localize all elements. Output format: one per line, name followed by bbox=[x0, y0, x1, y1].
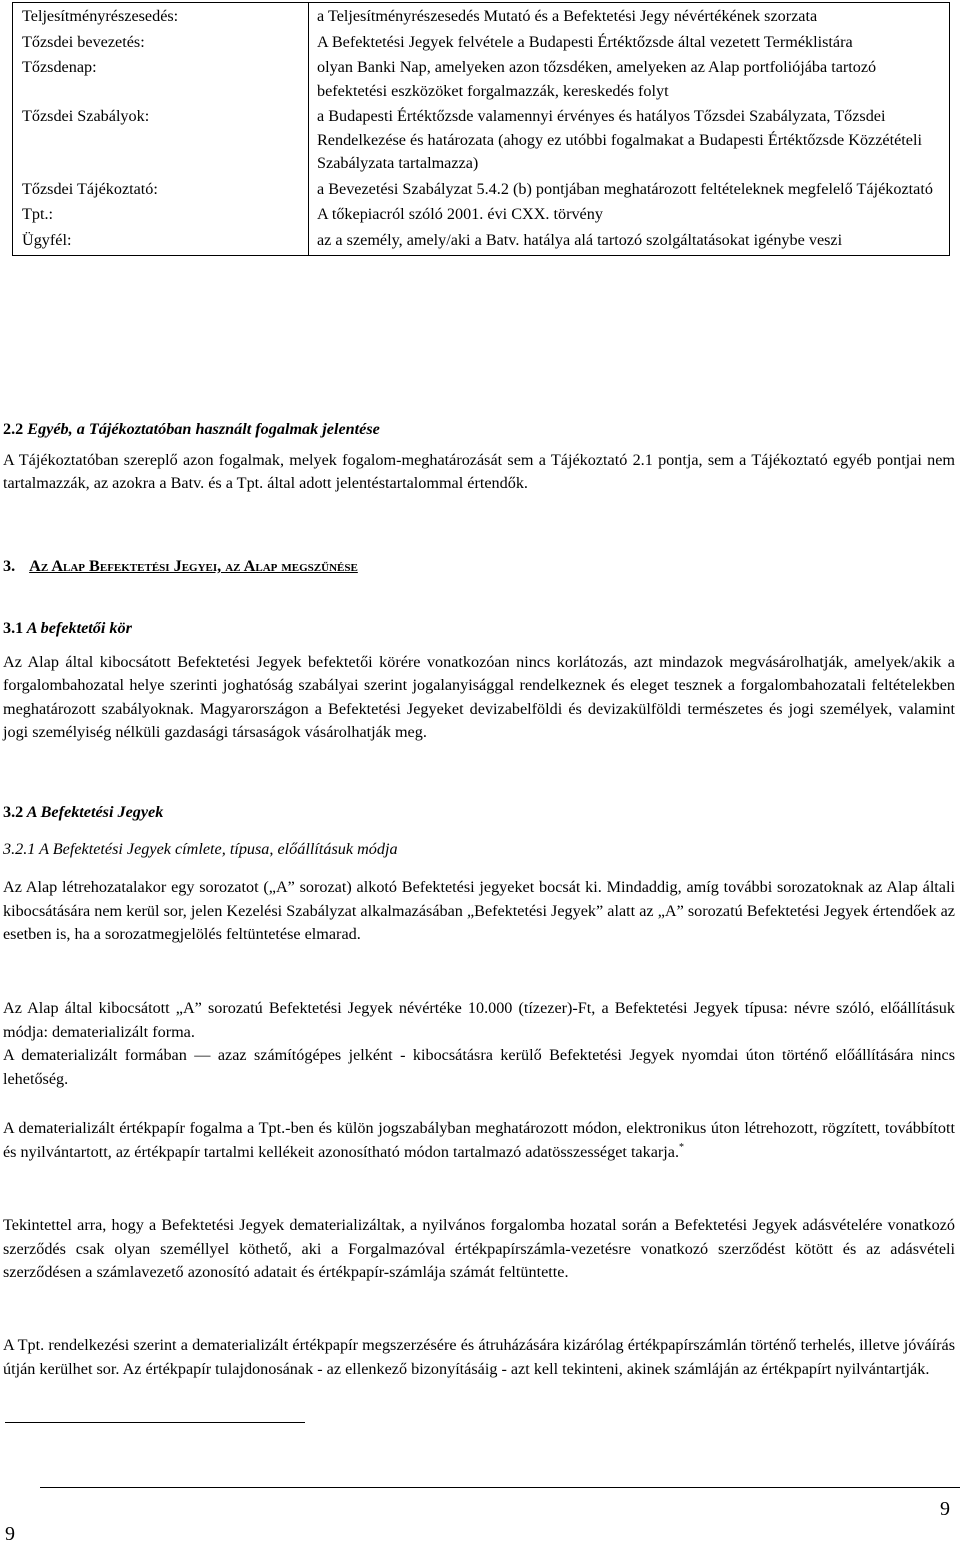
definition-text: A Befektetési Jegyek felvétele a Budapesti Értéktőzsde által vezetett Terméklistára bbox=[317, 32, 853, 51]
footer-separator bbox=[40, 1487, 960, 1488]
paragraph: Az Alap által kibocsátott „A” sorozatú Befektetési Jegyek névértéke 10.000 (tízezer)-Ft, a Befektetési Jegyek típusa: névre szóló, előállításuk módja: dematerializált forma. bbox=[3, 999, 955, 1041]
definition-text: A tőkepiacról szóló 2001. évi CXX. törvény bbox=[317, 205, 603, 223]
paragraph: A Tájékoztatóban szereplő azon fogalmak, melyek fogalom-meghatározását sem a Tájékoztató 2.1 pontja, sem a Tájékoztató egyéb pontjai nem tartalmazzák, az azokra a Batv. és a Tpt. által adott jelentéstartalommal értendők. bbox=[3, 450, 955, 492]
section-heading bbox=[3, 418, 955, 442]
paragraph bbox=[3, 1117, 955, 1164]
paragraph: Az Alap által kibocsátott Befektetési Jegyek befektetői körére vonatkozóan nincs korlátozás, azt mindazok megvásárolhatják, amelyek/akik a forgalombahozatal helye szerinti joghatóság szabályai szerint jogalanyisággal rendelkeznek és eleget tesznek a forgalombahozatali feltételekben meghatározott szabályoknak. Magyarországon a Befektetési Jegyeket devizabelföldi és devizakülföldi természetes és jogi személyek, valamint jogi személyiség nélküli gazdasági társaságok vásárolhatják meg. bbox=[3, 652, 955, 741]
definition-term: Teljesítményrészesedés: bbox=[13, 3, 309, 29]
section-number: 2.2 bbox=[3, 420, 24, 438]
definitions-table bbox=[12, 2, 950, 256]
section-heading bbox=[3, 801, 955, 825]
definition-term: Tpt.: bbox=[13, 201, 309, 227]
definition-row bbox=[13, 54, 950, 103]
definition-text: a Bevezetési Szabályzat 5.4.2 (b) pontjában meghatározott feltételeknek megfelelő Tájékoztató bbox=[317, 179, 933, 198]
paragraph: Tekintettel arra, hogy a Befektetési Jegyek dematerializáltak, a nyilvános forgalomba hozatal során a Befektetési Jegyek adásvételére vonatkozó szerződés csak olyan személlyel köthető, aki a Forgalmazóval értékpapírszámla-vezetésre vonatkozó szerződést kötött és az adásvételi szerződésen a számlavezető azonosító adatait és értékpapír-számlája számát feltüntette. bbox=[3, 1216, 955, 1281]
section-heading bbox=[3, 617, 955, 641]
paragraph-text: A dematerializált értékpapír fogalma a Tpt.-ben és külön jogszabályban meghatározott módon, elektronikus úton létrehozott, rögzített, továbbított és nyilvántartott, az értékpapír tartalmi kellékeit azonosítható módon tartalmazó adatösszességet takarja. bbox=[3, 1119, 955, 1161]
section-title: A befektetői kör bbox=[26, 619, 132, 637]
definition-text: az a személy, amely/aki a Batv. hatálya alá tartozó szolgáltatásokat igénybe veszi bbox=[317, 230, 843, 249]
definition-term: Ügyfél: bbox=[13, 227, 309, 256]
definitions-table-body bbox=[13, 3, 950, 256]
section-number: 3.2.1 bbox=[3, 840, 36, 858]
definition-term: Tőzsdei bevezetés: bbox=[13, 29, 309, 55]
paragraph: Az Alap létrehozatalakor egy sorozatot („A” sorozat) alkotó Befektetési jegyeket bocsát ki. Mindaddig, amíg további sorozatoknak az Alap általi kibocsátására nem kerül sor, jelen Kezelési Szabályzat alkalmazásában „Befektetési Jegyek” alatt az „A” sorozatú Befektetési Jegyek értendőek az esetben is, ha a sorozatmegjelölés feltüntetése elmarad. bbox=[3, 878, 955, 943]
definition-row bbox=[13, 103, 950, 176]
footnote-separator bbox=[5, 1422, 305, 1423]
section-title: A Befektetési Jegyek címlete, típusa, előállításuk módja bbox=[39, 840, 398, 858]
definition-row bbox=[13, 201, 950, 227]
definition-row bbox=[13, 3, 950, 29]
paragraph: A Tpt. rendelkezési szerint a dematerializált értékpapír megszerzésére és átruházására kizárólag értékpapírszámlán történő terhelés, illetve jóváírás útján kerülhet sor. Az értékpapír tulajdonosának - az ellenkező bizonyításáig - azt kell tekinteni, akinek számláján az értékpapírt nyilvántartják. bbox=[3, 1336, 955, 1378]
section-2-2 bbox=[3, 418, 955, 496]
definition-row bbox=[13, 176, 950, 202]
section-number: 3.1 bbox=[3, 619, 24, 637]
definition-text: a Teljesítményrészesedés Mutató és a Befektetési Jegy névértékének szorzata bbox=[317, 7, 818, 25]
definition-row bbox=[13, 227, 950, 256]
definition-term: Tőzsdei Szabályok: bbox=[13, 103, 309, 176]
section-3-2 bbox=[3, 801, 955, 825]
section-number: 3. bbox=[3, 557, 16, 575]
definition-term: Tőzsdei Tájékoztató: bbox=[13, 176, 309, 202]
section-3-1 bbox=[3, 617, 955, 745]
section-3 bbox=[3, 555, 955, 579]
section-heading bbox=[3, 555, 955, 579]
definition-row bbox=[13, 29, 950, 55]
definition-term: Tőzsdenap: bbox=[13, 54, 309, 103]
footnote-marker: * bbox=[679, 1141, 685, 1153]
section-heading bbox=[3, 838, 955, 862]
section-title: Egyéb, a Tájékoztatóban használt fogalmak jelentése bbox=[27, 420, 380, 438]
definition-text: olyan Banki Nap, amelyeken azon tőzsdéken, amelyeken az Alap portfoliójába tartozó befektetési eszközöket forgalmazzák, kereskedés folyt bbox=[317, 58, 877, 100]
section-title: A Befektetési Jegyek bbox=[26, 803, 164, 821]
page-number: 9 bbox=[940, 1498, 950, 1520]
section-title: Az Alap Befektetési Jegyei, az Alap megszűnése bbox=[29, 557, 358, 575]
section-number: 3.2 bbox=[3, 803, 24, 821]
paragraph: A dematerializált formában — azaz számítógépes jelként - kibocsátásra kerülő Befektetési Jegyek nyomdai úton történő előállítására nincs lehetőség. bbox=[3, 1046, 955, 1088]
page-number-left: 9 bbox=[5, 1523, 15, 1545]
definition-text: a Budapesti Értéktőzsde valamennyi érvényes és hatályos Tőzsdei Szabályzata, Tőzsdei Rendelkezése és határozata (ahogy ez utóbbi fogalmakat a Budapesti Értéktőzsde Közzétételi Szabályzata tartalmazza) bbox=[317, 107, 922, 172]
section-3-2-1 bbox=[3, 838, 955, 862]
